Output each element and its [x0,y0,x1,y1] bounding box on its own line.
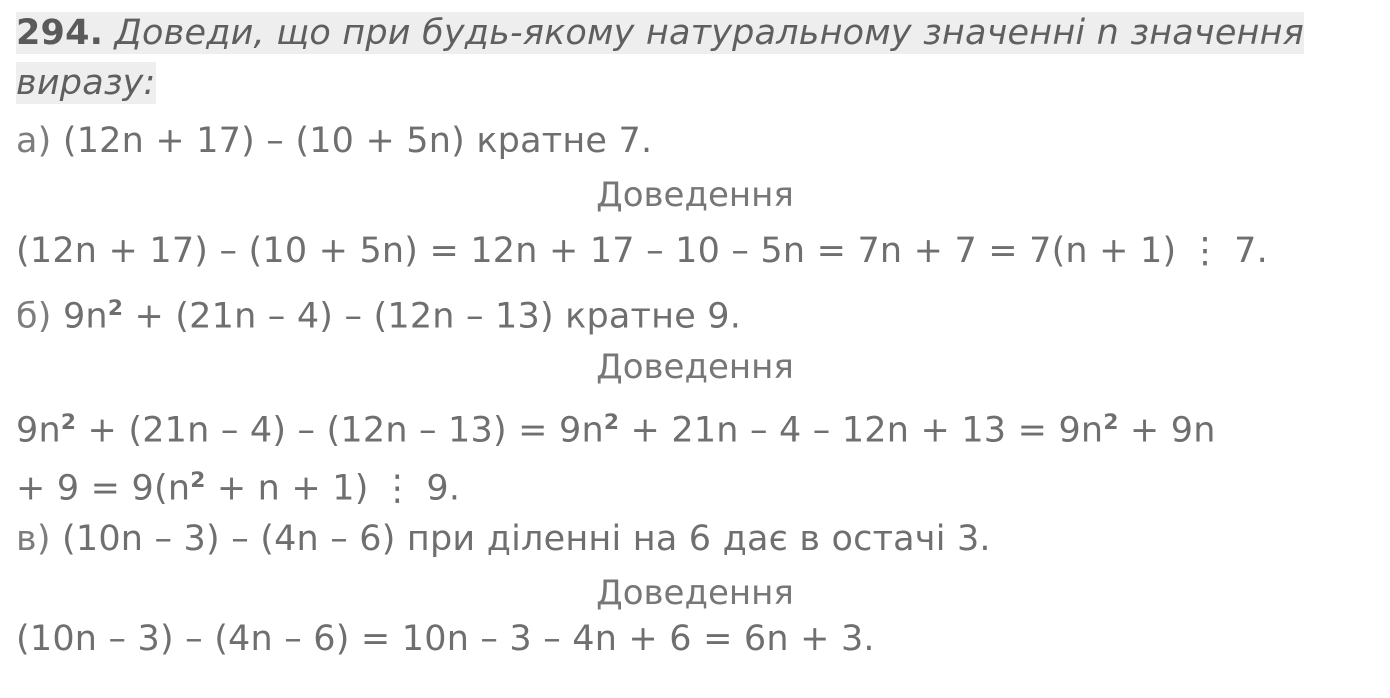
item-v-statement [16,518,991,560]
task-statement-text-1: Доведи, що при будь-якому натуральному значенні n значення [114,13,1304,53]
task-statement-line-1 [16,12,1304,54]
task-statement-line-2 [16,62,156,104]
item-b-sol-exp-1: 2 [60,410,77,435]
item-v-proof-heading: Доведення [596,573,794,613]
item-b-sol-c: + 21n – 4 – 12n + 13 = 9n [619,410,1104,451]
item-v-solution: (10n – 3) – (4n – 6) = 10n – 3 – 4n + 6 = 6n + 3. [16,619,875,659]
task-number: 294. [16,13,104,53]
item-b-sol-a: 9n [16,410,61,451]
item-b-sol2-exp: 2 [190,468,206,493]
item-b-solution-line-1 [16,402,1216,452]
item-a-label: а) [16,121,52,161]
item-b-sol-exp-2: 2 [603,410,620,435]
item-b-proof-heading: Доведення [596,347,794,387]
item-b-statement [16,288,741,338]
item-b-sol-exp-3: 2 [1103,410,1119,435]
item-b-statement-prefix: 9n [62,296,108,337]
item-b-label: б) [16,296,52,337]
item-a-statement [16,120,652,162]
item-b-solution-line-2 [16,460,460,510]
item-b-sol-d: + 9n [1118,410,1216,451]
task-statement-text-2: виразу: [16,63,156,103]
item-b-statement-rest: + (21n – 4) – (12n – 13) кратне 9. [123,296,742,337]
item-a-statement-text: (12n + 17) – (10 + 5n) кратне 7. [62,121,653,161]
item-v-statement-text: (10n – 3) – (4n – 6) при діленні на 6 дає в остачі 3. [62,519,991,559]
item-b-sol2-a: + 9 = 9(n [16,468,191,509]
item-a-solution: (12n + 17) – (10 + 5n) = 12n + 17 – 10 – 5n = 7n + 7 = 7(n + 1) ⋮ 7. [16,231,1268,271]
item-b-sol-b: + (21n – 4) – (12n – 13) = 9n [76,410,604,451]
item-b-statement-exponent: 2 [107,296,124,321]
item-a-proof-heading: Доведення [596,175,794,215]
item-b-sol2-b: + n + 1) ⋮ 9. [205,468,461,509]
item-v-label: в) [16,519,51,559]
